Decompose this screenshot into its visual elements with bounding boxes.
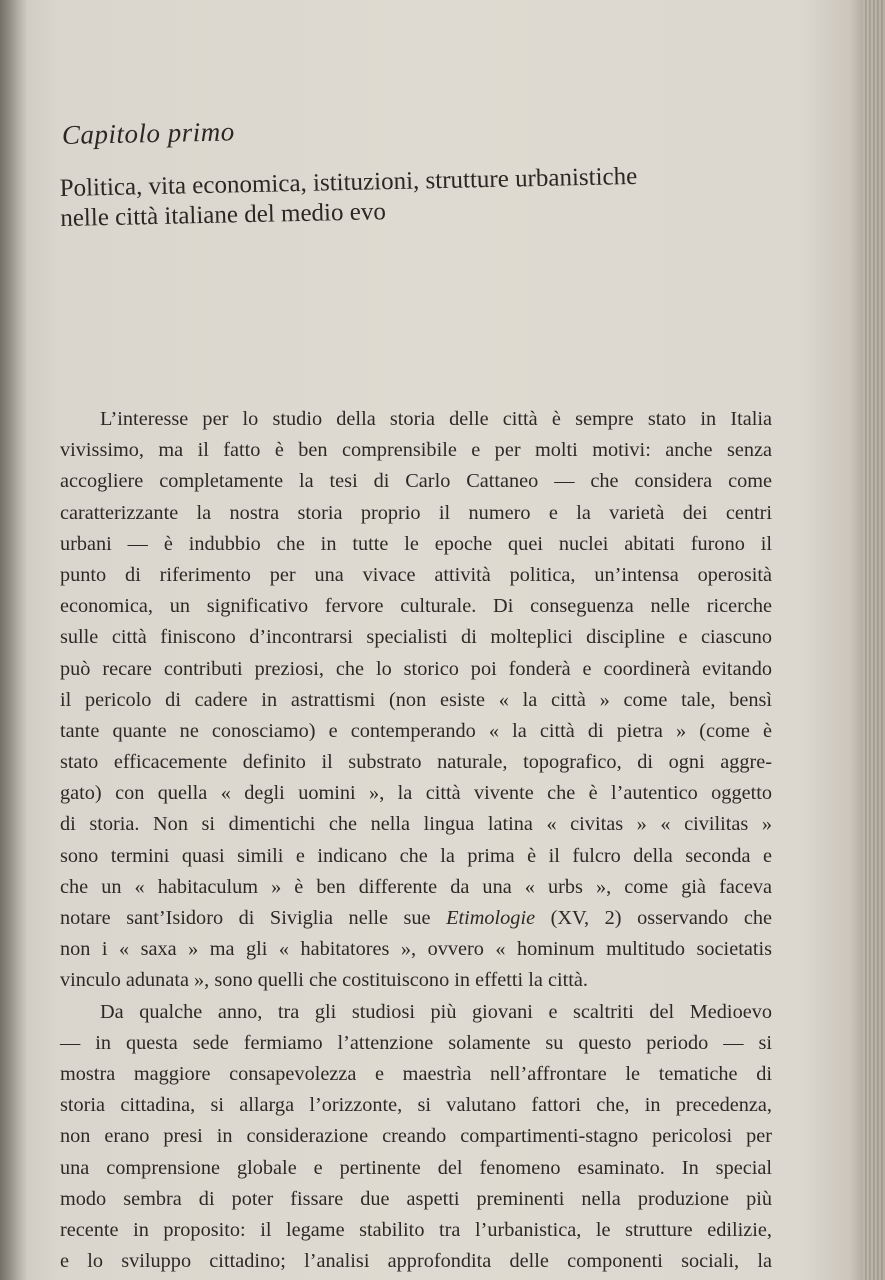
text-line: modo sembra di poter fissare due aspetti preminenti nella produzione più xyxy=(60,1187,772,1210)
text-line: — in questa sede fermiamo l’attenzione solamente su questo periodo — si xyxy=(60,1031,772,1054)
text-line: che un « habitaculum » è ben differente da una « urbs », come già faceva xyxy=(60,875,772,898)
text-line: punto di riferimento per una vivace attività politica, un’intensa operosità xyxy=(60,563,772,586)
text-line: vivissimo, ma il fatto è ben comprensibile e per molti motivi: anche senza xyxy=(60,439,772,462)
text-line: una comprensione globale e pertinente del fenomeno esaminato. In special xyxy=(60,1156,772,1179)
text-line: non i « saxa » ma gli « habitatores », ovvero « hominum multitudo societatis xyxy=(60,938,772,961)
text-line: gato) con quella « degli uomini », la città vivente che è l’autentico oggetto xyxy=(60,782,772,805)
text-line: il pericolo di cadere in astrattismi (non esiste « la città » come tale, bensì xyxy=(60,688,772,711)
text-line: stato efficacemente definito il substrato naturale, topografico, di ogni aggre- xyxy=(60,751,772,774)
text-line: recente in proposito: il legame stabilito tra l’urbanistica, le strutture edilizie, xyxy=(60,1218,772,1241)
text-line: mostra maggiore consapevolezza e maestrìa nell’affrontare le tematiche di xyxy=(60,1062,772,1085)
book-title-italic: Etimologie xyxy=(446,907,536,929)
text-line: e lo sviluppo cittadino; l’analisi approfondita delle componenti sociali, la xyxy=(60,1250,772,1273)
text-line: accogliere completamente la tesi di Carlo Cattaneo — che considera come xyxy=(60,470,772,493)
text-line: vinculo adunata », sono quelli che costituiscono in effetti la città. xyxy=(60,969,588,992)
text-line: Da qualche anno, tra gli studiosi più giovani e scaltriti del Medioevo xyxy=(100,1000,772,1023)
body-text xyxy=(60,404,772,1277)
text-segment: notare sant’Isidoro di Siviglia nelle sue xyxy=(60,907,447,929)
chapter-title-line: Politica, vita economica, istituzioni, strutture urbanistiche xyxy=(59,162,638,203)
chapter-label: Capitolo primo xyxy=(61,116,236,150)
text-line: può recare contributi preziosi, che lo storico poi fonderà e coordinerà evitando xyxy=(60,657,772,680)
chapter-title xyxy=(59,160,720,234)
text-line: urbani — è indubbio che in tutte le epoche quei nuclei abitati furono il xyxy=(60,532,772,555)
chapter-title-line: nelle città italiane del medio evo xyxy=(60,198,387,232)
text-line: economica, un significativo fervore culturale. Di conseguenza nelle ricerche xyxy=(60,595,772,618)
text-line: caratterizzante la nostra storia proprio il numero e la varietà dei centri xyxy=(60,501,772,524)
text-line: di storia. Non si dimentichi che nella lingua latina « civitas » « civilitas » xyxy=(60,813,772,836)
page-edges xyxy=(863,0,885,1280)
text-segment: (XV, 2) osservando che xyxy=(535,907,772,929)
gutter-shadow xyxy=(0,0,28,1280)
text-line: sono termini quasi simili e indicano che la prima è il fulcro della seconda e xyxy=(60,844,772,867)
text-line: sulle città finiscono d’incontrarsi specialisti di molteplici discipline e ciascuno xyxy=(60,626,772,649)
text-line: storia cittadina, si allarga l’orizzonte, si valutano fattori che, in precedenza, xyxy=(60,1094,772,1117)
text-line-with-italic xyxy=(60,903,772,934)
text-line: non erano presi in considerazione creando compartimenti-stagno pericolosi per xyxy=(60,1125,772,1148)
text-line: tante quante ne conosciamo) e contemperando « la città di pietra » (come è xyxy=(60,719,772,742)
text-line: L’interesse per lo studio della storia delle città è sempre stato in Italia xyxy=(100,408,772,430)
